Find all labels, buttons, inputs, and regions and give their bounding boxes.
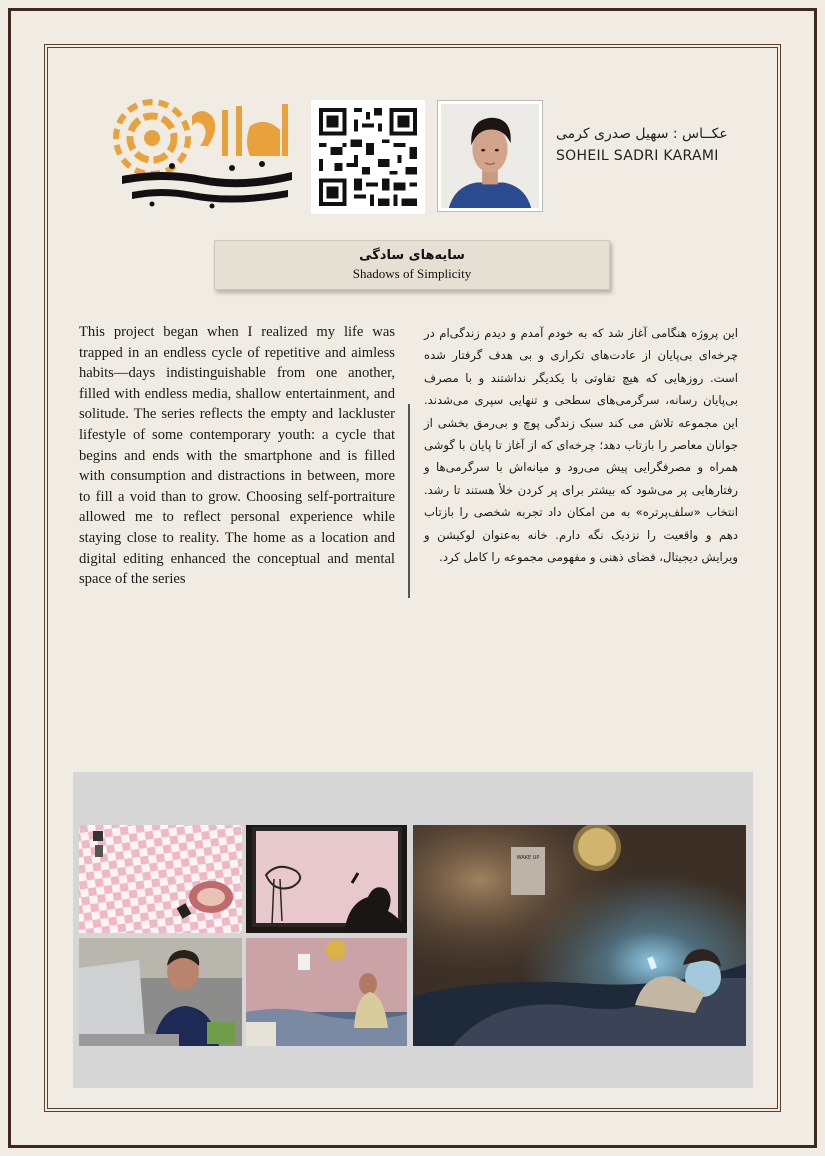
photo-gallery: [73, 772, 753, 1088]
portrait-figure: [441, 104, 539, 208]
series-title-box: [214, 240, 610, 290]
column-divider: [408, 404, 410, 598]
qr-code: [311, 100, 425, 214]
statement-fa: این پروژه هنگامی آغاز شد که به خودم آمدم و دیدم زندگی‌ام در چرخه‌ای بی‌پایان از عادت‌های تکراری و بی هدف گرفتار شده است. روزهایی که هیچ تفاوتی با یکدیگر نداشتند و با مصرف بی‌پایان رسانه، سرگرمی‌های سطحی و تنهایی سپری می‌شدند. این مجموعه تلاش می کند سبک زندگی پوچ و بی‌رمق بخشی از جوانان معاصر را بازتاب دهد؛ چرخه‌ای که از آغاز تا پایان با گوشی همراه و مصرفگرایی پیش می‌رود و میانه‌اش با سرگرمی‌ها و رفتارهایی پر می‌شود که بیشتر برای پر کردن خلأ هستند تا رشد. انتخاب «سلف‌پرتره» به من امکان داد تجربه شخصی را بازتاب دهم و واقعیت را نزدیک نگه دارم. خانه به‌عنوان لوکیشن و ویرایش دیجیتال، فضای ذهنی و مفهومی مجموعه را کامل کرد.: [424, 326, 738, 565]
poster-wake-up: WAKE UP: [516, 855, 540, 861]
statement-en: This project began when I realized my life was trapped in an endless cycle of repetitive and aimless habits—days indistinguishable from one another, filled with endless media, shallow entertainment, and solitude. The series reflects the empty and lackluster lifestyle of some contemporary youth: a cycle that begins and ends with the smartphone and is filled with consumption and distractions in between, more to fill a void than to grow. Choosing self-portraiture allowed me to reflect personal experience while staying close to reality. The home as a location and digital editing enhanced the conceptual and mental space of the series: [79, 324, 395, 588]
darolfonoun-logo: [112, 96, 298, 212]
series-title-fa: سایه‌های سادگی: [359, 248, 465, 263]
series-title-en: Shadows of Simplicity: [352, 266, 472, 281]
photographer-portrait: [437, 100, 543, 212]
photo-checker-collage: [79, 825, 242, 933]
photo-laptop: [79, 938, 242, 1046]
photo-phone-glow: [413, 825, 746, 1046]
photo-bed-pink: [246, 938, 407, 1046]
photo-silhouette-window: [246, 825, 407, 933]
photographer-name-fa: عکــاس : سهیل صدری کرمی: [556, 126, 728, 142]
photographer-credit: [556, 126, 736, 164]
photographer-name-en: SOHEIL SADRI KARAMI: [556, 148, 719, 164]
